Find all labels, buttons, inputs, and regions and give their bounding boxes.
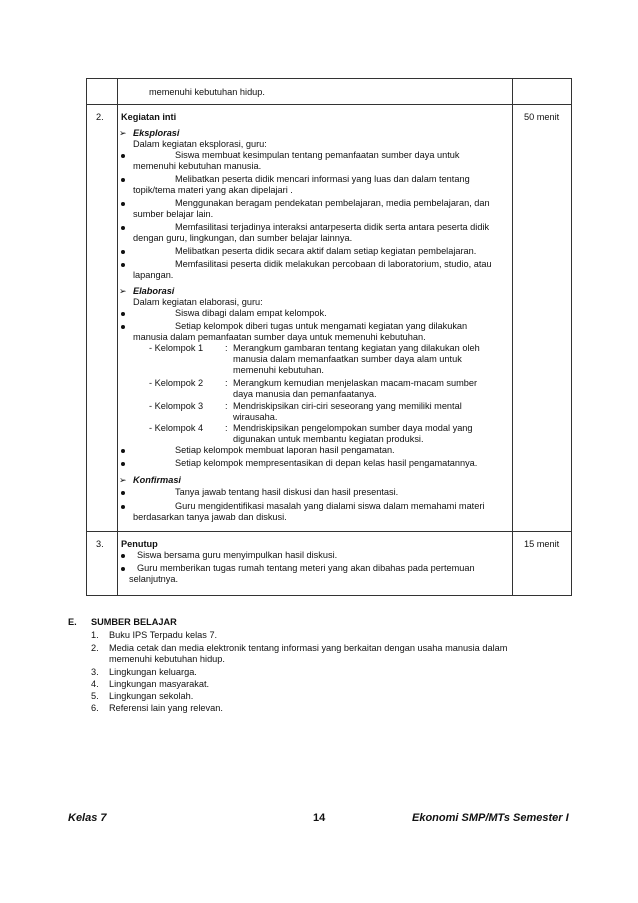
numbered-item: Lingkungan keluarga. bbox=[109, 667, 197, 677]
list-item: lapangan. bbox=[133, 270, 174, 280]
row1-continuation-text: memenuhi kebutuhan hidup. bbox=[149, 87, 265, 97]
numbered-item-number: 1. bbox=[91, 630, 99, 640]
arrow-bullet-icon: ➢ bbox=[119, 475, 127, 485]
group-colon: : bbox=[225, 423, 228, 433]
list-item: selanjutnya. bbox=[129, 574, 179, 584]
list-item: Guru memberikan tugas rumah tentang meteri yang akan dibahas pada pertemuan bbox=[137, 563, 475, 573]
list-item: memenuhi kebutuhan manusia. bbox=[133, 161, 262, 171]
bullet-icon bbox=[121, 250, 125, 254]
group-desc: daya manusia dan pemanfaatanya. bbox=[233, 389, 377, 399]
group-desc: Mendriskipsikan pengelompokan sumber daya modal yang bbox=[233, 423, 473, 433]
group-label: - Kelompok 2 bbox=[149, 378, 204, 388]
table-row-divider bbox=[87, 531, 571, 532]
group-colon: : bbox=[225, 401, 228, 411]
list-item: Setiap kelompok mempresentasikan di depan kelas hasil pengamatannya. bbox=[175, 458, 478, 468]
list-item: dengan guru, lingkungan, dan sumber belajar lainnya. bbox=[133, 233, 353, 243]
list-item: topik/tema materi yang akan dipelajari . bbox=[133, 185, 293, 195]
group-desc: digunakan untuk membantu kegiatan produksi. bbox=[233, 434, 424, 444]
elaborasi-intro: Dalam kegiatan elaborasi, guru: bbox=[133, 297, 263, 307]
bullet-icon bbox=[121, 312, 125, 316]
bullet-icon bbox=[121, 154, 125, 158]
row2-number: 2. bbox=[96, 112, 104, 122]
numbered-item: memenuhi kebutuhan hidup. bbox=[109, 654, 225, 664]
footer-class-label: Kelas 7 bbox=[68, 812, 107, 824]
numbered-item: Buku IPS Terpadu kelas 7. bbox=[109, 630, 218, 640]
group-desc: Merangkum gambaran tentang kegiatan yang dilakukan oleh bbox=[233, 343, 480, 353]
eksplorasi-heading: Eksplorasi bbox=[133, 128, 180, 138]
group-colon: : bbox=[225, 343, 228, 353]
bullet-icon bbox=[121, 178, 125, 182]
list-item: Guru mengidentifikasi masalah yang dialami siswa dalam memahami materi bbox=[175, 501, 485, 511]
list-item: manusia dalam pemanfaatan sumber daya untuk memenuhi kebutuhan. bbox=[133, 332, 426, 342]
group-label: - Kelompok 3 bbox=[149, 401, 204, 411]
eksplorasi-intro: Dalam kegiatan eksplorasi, guru: bbox=[133, 139, 267, 149]
bullet-icon bbox=[121, 554, 125, 558]
table-row-divider bbox=[87, 104, 571, 105]
table-column-divider bbox=[117, 79, 118, 595]
bullet-icon bbox=[121, 462, 125, 466]
list-item: Menggunakan beragam pendekatan pembelajaran, media pembelajaran, dan bbox=[175, 198, 490, 208]
group-colon: : bbox=[225, 378, 228, 388]
list-item: Memfasilitasi peserta didik melakukan percobaan di laboratorium, studio, atau bbox=[175, 259, 492, 269]
bullet-icon bbox=[121, 505, 125, 509]
row2-time: 50 menit bbox=[524, 112, 560, 122]
list-item: Siswa dibagi dalam empat kelompok. bbox=[175, 308, 327, 318]
section-letter: E. bbox=[68, 617, 77, 627]
group-desc: memenuhi kebutuhan. bbox=[233, 365, 324, 375]
row3-title: Penutup bbox=[121, 539, 158, 549]
bullet-icon bbox=[121, 263, 125, 267]
lesson-activity-table bbox=[86, 78, 572, 596]
numbered-item: Media cetak dan media elektronik tentang informasi yang berkaitan dengan usaha manusia dalam bbox=[109, 643, 508, 653]
group-desc: wirausaha. bbox=[233, 412, 278, 422]
numbered-item-number: 6. bbox=[91, 703, 99, 713]
konfirmasi-heading: Konfirmasi bbox=[133, 475, 181, 485]
elaborasi-heading: Elaborasi bbox=[133, 286, 175, 296]
bullet-icon bbox=[121, 449, 125, 453]
group-label: - Kelompok 4 bbox=[149, 423, 204, 433]
list-item: Siswa membuat kesimpulan tentang pemanfaatan sumber daya untuk bbox=[175, 150, 460, 160]
bullet-icon bbox=[121, 567, 125, 571]
bullet-icon bbox=[121, 325, 125, 329]
list-item: Setiap kelompok diberi tugas untuk mengamati kegiatan yang dilakukan bbox=[175, 321, 468, 331]
page-number: 14 bbox=[313, 812, 326, 824]
list-item: Melibatkan peserta didik secara aktif dalam setiap kegiatan pembelajaran. bbox=[175, 246, 477, 256]
group-label: - Kelompok 1 bbox=[149, 343, 204, 353]
section-title: SUMBER BELAJAR bbox=[91, 617, 177, 627]
row3-number: 3. bbox=[96, 539, 104, 549]
group-desc: Mendriskipsikan ciri-ciri seseorang yang memiliki mental bbox=[233, 401, 462, 411]
numbered-item: Lingkungan sekolah. bbox=[109, 691, 194, 701]
bullet-icon bbox=[121, 226, 125, 230]
group-desc: manusia dalam memanfaatkan sumber daya alam untuk bbox=[233, 354, 462, 364]
group-desc: Merangkum kemudian menjelaskan macam-macam sumber bbox=[233, 378, 478, 388]
row3-time: 15 menit bbox=[524, 539, 560, 549]
list-item: Siswa bersama guru menyimpulkan hasil diskusi. bbox=[137, 550, 338, 560]
list-item: Melibatkan peserta didik mencari informasi yang luas dan dalam tentang bbox=[175, 174, 470, 184]
arrow-bullet-icon: ➢ bbox=[119, 128, 127, 138]
arrow-bullet-icon: ➢ bbox=[119, 286, 127, 296]
list-item: Setiap kelompok membuat laporan hasil pengamatan. bbox=[175, 445, 395, 455]
list-item: Memfasilitasi terjadinya interaksi antarpeserta didik serta antara peserta didik bbox=[175, 222, 490, 232]
row2-title: Kegiatan inti bbox=[121, 112, 177, 122]
bullet-icon bbox=[121, 491, 125, 495]
list-item: sumber belajar lain. bbox=[133, 209, 214, 219]
numbered-item: Referensi lain yang relevan. bbox=[109, 703, 223, 713]
numbered-item-number: 2. bbox=[91, 643, 99, 653]
bullet-icon bbox=[121, 202, 125, 206]
table-column-divider bbox=[512, 79, 513, 595]
list-item: berdasarkan tanya jawab dan diskusi. bbox=[133, 512, 287, 522]
numbered-item-number: 5. bbox=[91, 691, 99, 701]
numbered-item-number: 3. bbox=[91, 667, 99, 677]
numbered-item-number: 4. bbox=[91, 679, 99, 689]
numbered-item: Lingkungan masyarakat. bbox=[109, 679, 210, 689]
list-item: Tanya jawab tentang hasil diskusi dan hasil presentasi. bbox=[175, 487, 399, 497]
footer-subject-label: Ekonomi SMP/MTs Semester I bbox=[412, 812, 569, 824]
